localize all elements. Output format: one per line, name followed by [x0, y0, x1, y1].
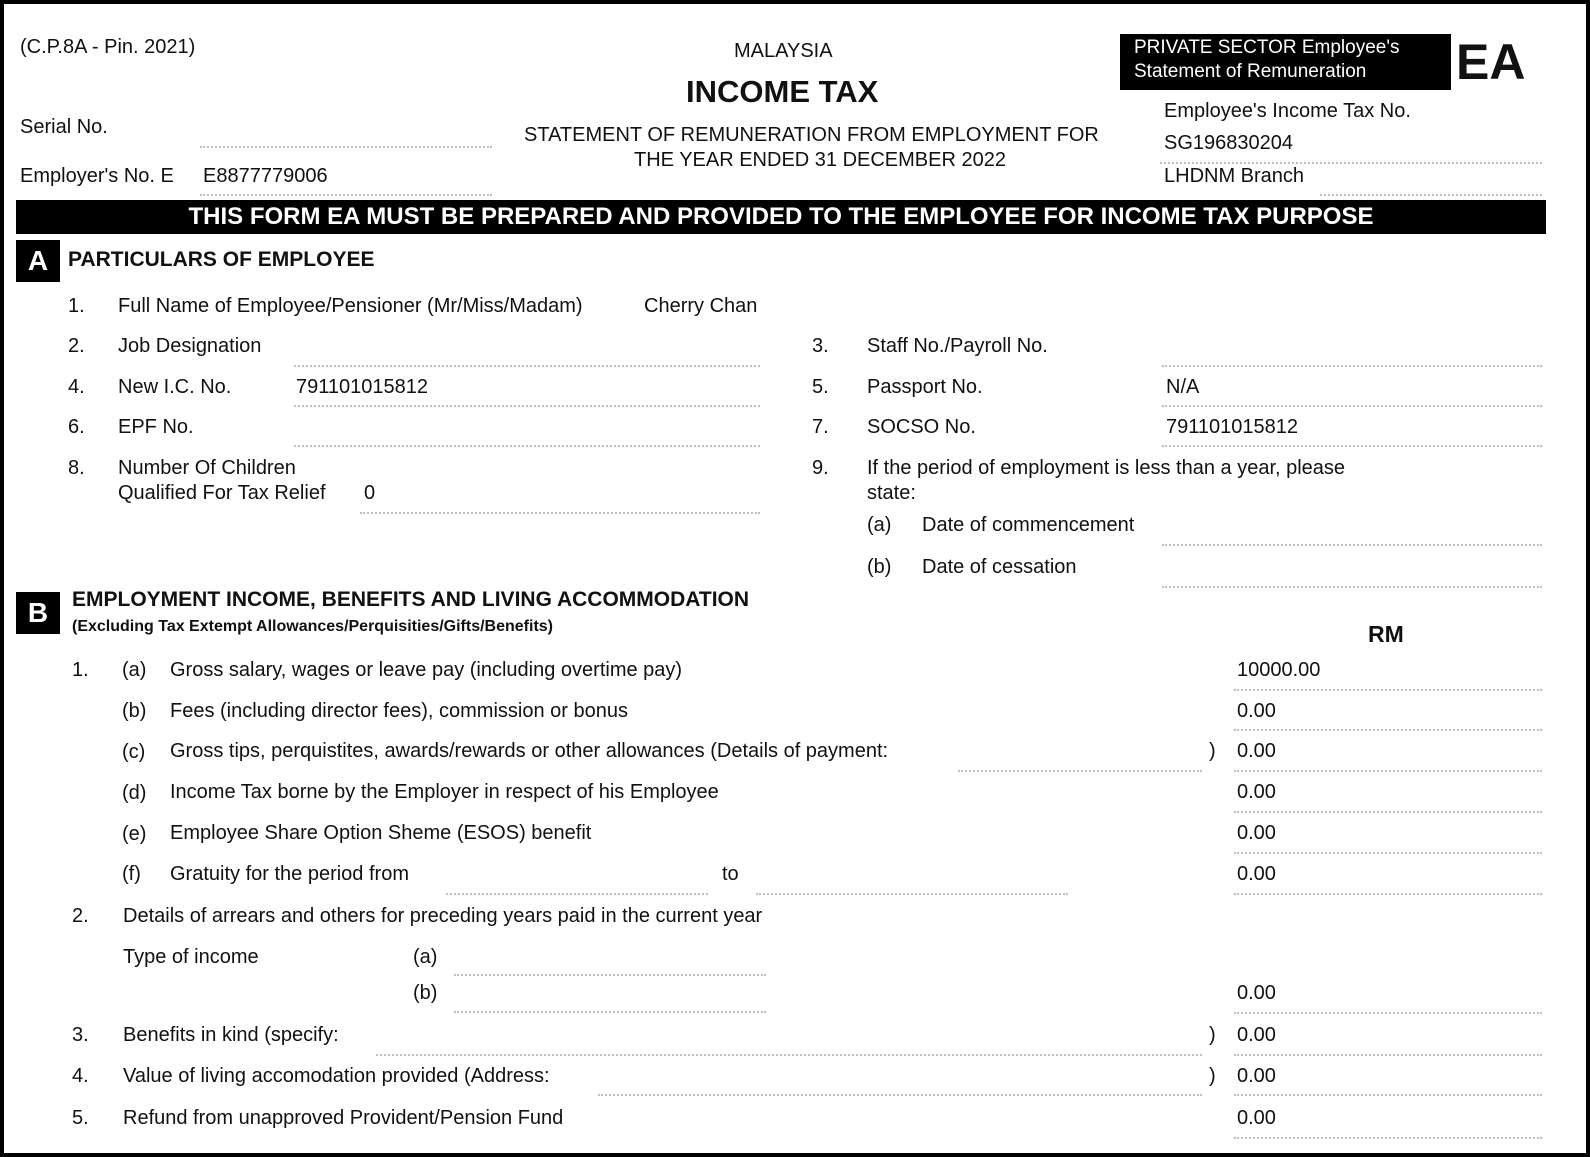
private-box-line-1: PRIVATE SECTOR Employee's — [1134, 37, 1400, 58]
item-number: 3. — [812, 335, 829, 357]
job-designation-line — [294, 365, 760, 367]
tips-amount[interactable]: 0.00 — [1237, 740, 1276, 762]
ic-no-label: New I.C. No. — [118, 376, 232, 398]
amount-line — [1234, 893, 1542, 895]
employer-no-line — [200, 194, 492, 196]
gratuity-to-line — [756, 893, 1068, 895]
arrears-amount[interactable]: 0.00 — [1237, 982, 1276, 1004]
arrears-a-letter: (a) — [413, 946, 438, 968]
tax-no-label: Employee's Income Tax No. — [1164, 100, 1411, 122]
benefits-in-kind-line — [376, 1054, 1202, 1056]
type-of-income-label: Type of income — [123, 946, 259, 968]
socso-no-label: SOCSO No. — [867, 416, 976, 438]
arrears-a-line — [454, 974, 766, 976]
item-number: 1. — [68, 295, 85, 317]
living-accommodation-amount[interactable]: 0.00 — [1237, 1065, 1276, 1087]
amount-line — [1234, 1137, 1542, 1139]
private-sector-box — [1120, 34, 1451, 90]
passport-no-label: Passport No. — [867, 376, 983, 398]
amount-line — [1234, 1094, 1542, 1096]
fees-label: Fees (including director fees), commission or bonus — [170, 700, 628, 722]
section-a-letter: A — [16, 240, 60, 282]
amount-line — [1234, 689, 1542, 691]
income-tax-borne-label: Income Tax borne by the Employer in respect of his Employee — [170, 781, 719, 803]
staff-no-label: Staff No./Payroll No. — [867, 335, 1048, 357]
benefits-in-kind-amount[interactable]: 0.00 — [1237, 1024, 1276, 1046]
staff-no-line — [1162, 365, 1542, 367]
fees-amount[interactable]: 0.00 — [1237, 700, 1276, 722]
amount-line — [1234, 1054, 1542, 1056]
gross-salary-amount[interactable]: 10000.00 — [1237, 659, 1321, 681]
row-letter: (e) — [122, 823, 147, 845]
esos-amount[interactable]: 0.00 — [1237, 822, 1276, 844]
tax-no-value[interactable]: SG196830204 — [1164, 132, 1294, 154]
full-name-label: Full Name of Employee/Pensioner (Mr/Miss/Madam) — [118, 295, 583, 317]
amount-line — [1234, 1012, 1542, 1014]
amount-line — [1234, 811, 1542, 813]
amount-line — [1234, 729, 1542, 731]
country-label: MALAYSIA — [734, 40, 833, 62]
cessation-line — [1162, 586, 1542, 588]
employer-no-value[interactable]: E8877779006 — [203, 165, 328, 187]
epf-no-line — [294, 445, 760, 447]
refund-fund-label: Refund from unapproved Provident/Pension Fund — [123, 1107, 564, 1129]
statement-line-1: STATEMENT OF REMUNERATION FROM EMPLOYMENT FOR — [524, 124, 1099, 146]
refund-fund-amount[interactable]: 0.00 — [1237, 1107, 1276, 1129]
statement-line-2: THE YEAR ENDED 31 DECEMBER 2022 — [634, 149, 1006, 171]
gratuity-to-label: to — [722, 863, 739, 885]
amount-line — [1234, 852, 1542, 854]
section-b-title: EMPLOYMENT INCOME, BENEFITS AND LIVING ACCOMMODATION — [72, 588, 750, 611]
item-number: 2. — [72, 905, 89, 927]
row-letter: (a) — [122, 659, 147, 681]
arrears-b-line — [454, 1011, 766, 1013]
period-label-line-1: If the period of employment is less than a year, please — [867, 457, 1346, 479]
gratuity-amount[interactable]: 0.00 — [1237, 863, 1276, 885]
item-number: 2. — [68, 335, 85, 357]
page-title: INCOME TAX — [686, 74, 879, 109]
children-value[interactable]: 0 — [364, 482, 376, 504]
passport-no-line — [1162, 405, 1542, 407]
socso-no-value[interactable]: 791101015812 — [1166, 416, 1298, 438]
branch-line — [1320, 194, 1542, 196]
serial-no-label: Serial No. — [20, 116, 108, 138]
row-letter: (d) — [122, 782, 147, 804]
section-b-letter: B — [16, 592, 60, 634]
private-box-line-2: Statement of Remuneration — [1134, 61, 1367, 82]
section-a-title: PARTICULARS OF EMPLOYEE — [68, 248, 375, 271]
arrears-b-letter: (b) — [413, 982, 438, 1004]
arrears-label: Details of arrears and others for preceding years paid in the current year — [123, 905, 763, 927]
item-number: 4. — [72, 1065, 89, 1087]
row-letter: (c) — [122, 741, 146, 763]
form-ea-label: EA — [1456, 34, 1526, 90]
ic-no-line — [294, 405, 760, 407]
gratuity-from-line — [446, 893, 708, 895]
amount-line — [1234, 770, 1542, 772]
currency-header: RM — [1368, 621, 1404, 647]
gratuity-label: Gratuity for the period from — [170, 863, 409, 885]
closing-paren: ) — [1209, 1024, 1216, 1046]
item-number: 1. — [72, 659, 89, 681]
serial-no-line — [200, 146, 492, 148]
instruction-banner: THIS FORM EA MUST BE PREPARED AND PROVIDED TO THE EMPLOYEE FOR INCOME TAX PURPOSE — [16, 200, 1546, 234]
tax-no-line — [1160, 162, 1542, 164]
row-letter: (f) — [122, 863, 141, 885]
branch-label: LHDNM Branch — [1164, 165, 1305, 187]
cessation-letter: (b) — [867, 556, 892, 578]
row-letter: (b) — [122, 700, 147, 722]
commencement-label: Date of commencement — [922, 514, 1135, 536]
gross-salary-label: Gross salary, wages or leave pay (including overtime pay) — [170, 659, 683, 681]
commencement-letter: (a) — [867, 514, 892, 536]
children-label-line-2: Qualified For Tax Relief — [118, 482, 326, 504]
children-line — [360, 512, 760, 514]
item-number: 4. — [68, 376, 85, 398]
item-number: 7. — [812, 416, 829, 438]
esos-label: Employee Share Option Sheme (ESOS) benefit — [170, 822, 592, 844]
employer-no-label: Employer's No. E — [20, 165, 174, 187]
form-code: (C.P.8A - Pin. 2021) — [20, 36, 196, 58]
tips-details-line — [958, 770, 1202, 772]
period-label-line-2: state: — [867, 482, 916, 504]
children-label-line-1: Number Of Children — [118, 457, 296, 479]
commencement-line — [1162, 544, 1542, 546]
cessation-label: Date of cessation — [922, 556, 1077, 578]
full-name-value[interactable]: Cherry Chan — [644, 295, 758, 317]
closing-paren: ) — [1209, 1065, 1216, 1087]
income-tax-borne-amount[interactable]: 0.00 — [1237, 781, 1276, 803]
item-number: 8. — [68, 457, 85, 479]
item-number: 3. — [72, 1024, 89, 1046]
section-b-subtitle: (Excluding Tax Extempt Allowances/Perquisities/Gifts/Benefits) — [72, 618, 553, 635]
epf-no-label: EPF No. — [118, 416, 194, 438]
item-number: 9. — [812, 457, 829, 479]
item-number: 5. — [72, 1107, 89, 1129]
closing-paren: ) — [1209, 740, 1216, 762]
passport-no-value[interactable]: N/A — [1166, 376, 1200, 398]
ic-no-value[interactable]: 791101015812 — [296, 376, 428, 398]
item-number: 6. — [68, 416, 85, 438]
living-accommodation-line — [598, 1094, 1202, 1096]
job-designation-label: Job Designation — [118, 335, 262, 357]
item-number: 5. — [812, 376, 829, 398]
tips-label: Gross tips, perquistites, awards/rewards or other allowances (Details of payment: — [170, 740, 889, 762]
socso-no-line — [1162, 445, 1542, 447]
benefits-in-kind-label: Benefits in kind (specify: — [123, 1024, 339, 1046]
living-accommodation-label: Value of living accomodation provided (Address: — [123, 1065, 550, 1087]
